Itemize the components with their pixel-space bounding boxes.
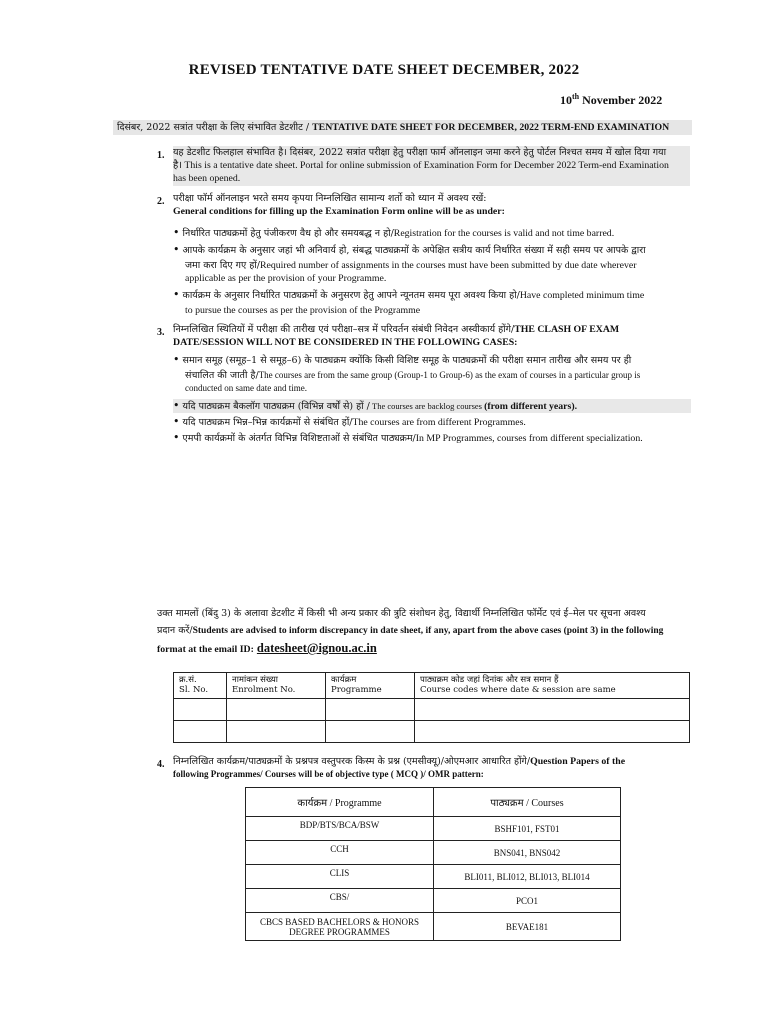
col-programme: कार्यक्रम / Programme bbox=[246, 788, 434, 817]
discrepancy-table bbox=[173, 672, 690, 743]
discrepancy-text: उक्त मामलों (बिंदु 3) के अलावा डेटशीट में किसी भी अन्य प्रकार की त्रुटि संशोधन हेतु, विद्यार्थी निम्नलिखित फॉर्मेट एवं ई–मेल पर सूचना अवश्य प्रदान करें/Students are advised to inform discrepancy in date sheet, if any, apart from the above cases (point 3) in the following format at the email ID: datesheet@ignou.ac.in bbox=[157, 608, 664, 655]
col-courses: पाठ्यक्रम / Courses bbox=[434, 788, 621, 817]
page-title: REVISED TENTATIVE DATE SHEET DECEMBER, 2022 bbox=[188, 62, 580, 78]
point-4-text: निम्नलिखित कार्यक्रम/पाठ्यक्रमों के प्रश्नपत्र वस्तुपरक किस्म के प्रश्न (एमसीक्यू)/ओएमआर आधारित होंगे/Question Papers of the following Programmes/ Courses will be of objective type ( MCQ )/ OMR pattern: bbox=[173, 756, 626, 779]
point-2-list bbox=[173, 220, 693, 317]
table-row: CCH BNS041, BNS042 bbox=[246, 841, 621, 865]
issue-date: 10th November 2022 bbox=[560, 92, 663, 107]
table-row: BDP/BTS/BCA/BSW BSHF101, FST01 bbox=[246, 817, 621, 841]
point-3-number: 3. bbox=[157, 327, 165, 338]
table-row: CLIS BLI011, BLI012, BLI013, BLI014 bbox=[246, 865, 621, 889]
table-header-row: क्र.सं. Sl. No. नामांकन संख्या Enrolment No. कार्यक्रम Programme पाठ्यक्रम कोड जहां दिनांक और सत्र समान हैं Course codes where date & session are same bbox=[174, 673, 690, 699]
table-row bbox=[174, 699, 690, 721]
table-row: CBCS BASED BACHELORS & HONORS DEGREE PROGRAMMES BEVAE181 bbox=[246, 913, 621, 941]
list-item: • निर्धारित पाठ्यक्रमों हेतु पंजीकरण वैध हो और समयबद्ध न हो/Registration for the courses is valid and not time barred. bbox=[173, 226, 615, 239]
section-header: दिसंबर, 2022 सत्रांत परीक्षा के लिए संभावित डेटशीट / TENTATIVE DATE SHEET FOR DECEMBER, 2022 TERM-END EXAMINATION bbox=[113, 120, 692, 135]
list-item: • एमपी कार्यक्रमों के अंतर्गत विभिन्न विशिष्टताओं से संबंधित पाठ्यक्रम/In MP Programmes, courses from different specialization. bbox=[173, 431, 643, 444]
table-row bbox=[174, 721, 690, 743]
point-2-text: परीक्षा फॉर्म ऑनलाइन भरते समय कृपया निम्नलिखित सामान्य शर्तो को ध्यान में अवश्य रखें: General conditions for filling up the Examination Form online will be as under: bbox=[173, 193, 505, 217]
list-item: • यदि पाठ्यक्रम बैकलॉग पाठ्यक्रम (विभिन्न वर्षों से) हों / The courses are backlog courses (from different years). bbox=[173, 399, 691, 413]
point-3-list bbox=[173, 350, 691, 445]
email-link[interactable]: datesheet@ignou.ac.in bbox=[256, 641, 377, 655]
table-header-row bbox=[246, 788, 621, 817]
point-1-text: यह डेटशीट फिलहाल संभावित है। दिसंबर, 2022 सत्रांत परीक्षा हेतु परीक्षा फार्म ऑनलाइन जमा करने हेतु पोर्टल निश्चत समय में खोल दिया गया है। This is a tentative date sheet. Portal for online submission of Examination Form for December 2022 Term-end Examination has been opened. bbox=[173, 146, 690, 186]
list-item: • समान समूह (समूह–1 से समूह–6) के पाठ्यक्रम क्योंकि किसी विशिष्ट समूह के पाठ्यक्रमों की परीक्षा समान तारीख और समय पर ही संचालित की जाती है/The courses are from the same group (Group-1 to Group-6) as the exam of courses in a particular group is conducted on same date and time. bbox=[173, 353, 641, 393]
point-3-text: निम्नलिखित स्थितियों में परीक्षा की तारीख एवं परीक्षा–सत्र में परिवर्तन संबंधी निवेदन अस्वीकार्य होंगे/THE CLASH OF EXAM DATE/SESSION WILL NOT BE CONSIDERED IN THE FOLLOWING CASES: bbox=[173, 324, 620, 348]
mcq-programme-table bbox=[245, 787, 621, 941]
point-1-number: 1. bbox=[157, 150, 165, 161]
list-item: • कार्यक्रम के अनुसार निर्धारित पाठ्यक्रमों के अनुसरण हेतु आपने न्यूनतम समय पूरा अवश्य किया हो/Have completed minimum time to pursue the courses as per the provision of the Programme bbox=[173, 288, 645, 316]
list-item: • यदि पाठ्यक्रम भिन्न–भिन्न कार्यक्रमों से संबंधित हों/The courses are from different Programmes. bbox=[173, 415, 526, 428]
point-4-number: 4. bbox=[157, 759, 165, 770]
table-row: CBS/ PCO1 bbox=[246, 889, 621, 913]
point-2-number: 2. bbox=[157, 196, 165, 207]
list-item: • आपके कार्यक्रम के अनुसार जहां भी अनिवार्य हो, संबद्ध पाठ्यक्रमों के अपेक्षित सत्रीय कार्य निर्धारित संख्या में सही समय पर आपके द्वारा जमा करा दिए गए हों/Required number of assignments in the courses must have been submitted by due date wherever applicable as per the provision of your Programme. bbox=[173, 243, 646, 284]
